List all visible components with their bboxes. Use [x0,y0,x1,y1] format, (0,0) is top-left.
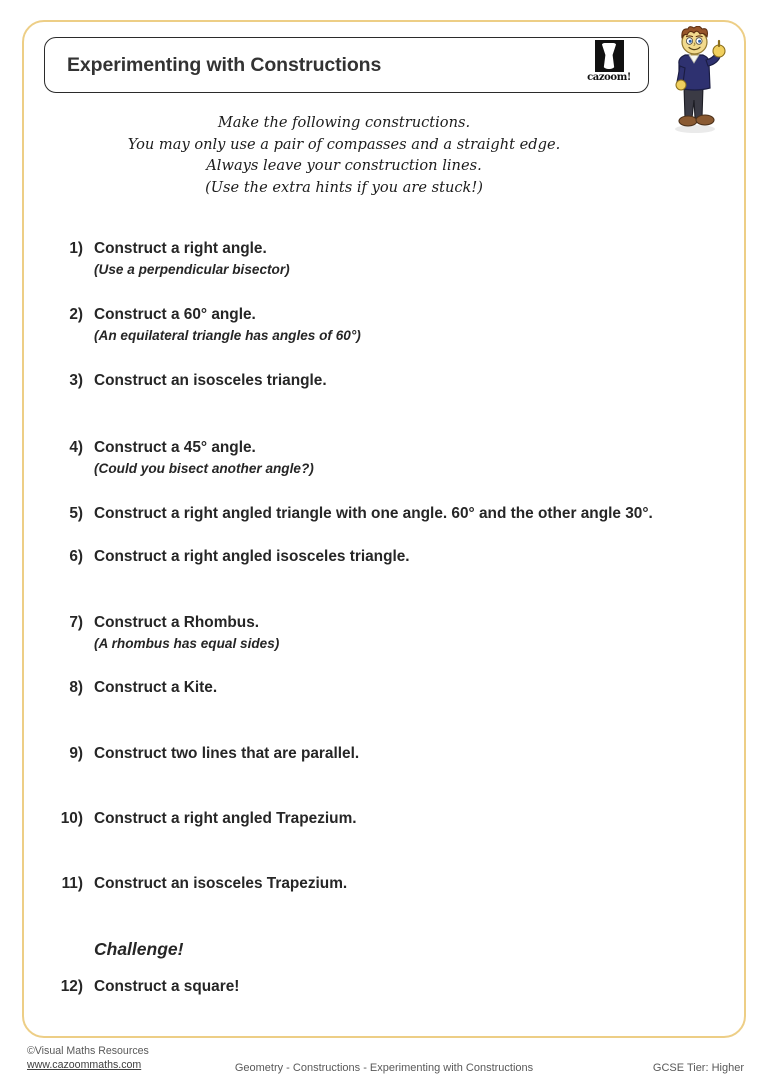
question-body [94,238,664,280]
question-row [44,976,664,997]
challenge-label: Challenge! [94,939,184,959]
question-number: 3) [69,372,83,389]
question-body [94,370,664,391]
question-hint: (Use a perpendicular bisector) [94,262,290,277]
question-row [44,546,664,567]
question-row [44,743,664,764]
challenge-heading-row [44,938,664,960]
question-text: Construct a right angled Trapezium. [94,810,357,827]
cazoommaths-link[interactable]: www.cazoommaths.com [27,1059,142,1071]
question-text: Construct a 60° angle. [94,306,256,323]
question-row [44,873,664,894]
question-text: Construct a Kite. [94,679,218,696]
question-number: 1) [69,240,83,257]
footer-tier: GCSE Tier: Higher [652,1062,744,1074]
cazoom-logo-word: cazoom! [587,72,631,83]
question-row [44,370,664,391]
page-footer [0,1044,768,1086]
question-text: Construct an isosceles Trapezium. [94,875,348,892]
question-body [94,612,664,654]
instruction-line: (Use the extra hints if you are stuck!) [205,178,483,196]
question-number: 10) [60,810,83,827]
footer-breadcrumb: Geometry - Constructions - Experimenting with Constructions [234,1062,534,1074]
question-row [44,437,664,479]
page-title: Experimenting with Constructions [67,53,382,76]
question-text: Construct a right angle. [94,240,267,257]
question-number: 9) [69,745,83,762]
question-text: Construct a 45° angle. [94,439,256,456]
question-number: 6) [69,548,83,565]
question-text: Construct a right angled triangle with one angle. 60° and the other angle 30°. [94,505,653,522]
copyright-text: ©Visual Maths Resources [27,1045,149,1057]
question-body [94,873,664,894]
question-row [44,238,664,280]
question-row [44,677,664,698]
question-number: 11) [61,875,83,892]
question-list [44,238,664,997]
question-hint: (Could you bisect another angle?) [94,461,314,476]
header-title-box [44,37,649,93]
question-body [94,437,664,479]
cazoom-hourglass-icon [595,40,624,72]
question-number: 12) [60,978,83,995]
question-number: 8) [69,679,83,696]
cazoom-logo [586,40,632,90]
question-text: Construct a Rhombus. [94,614,260,631]
instruction-line: Make the following constructions. [217,114,471,131]
instruction-line: You may only use a pair of compasses and a straight edge. [127,135,561,153]
question-text: Construct an isosceles triangle. [94,372,327,389]
question-row [44,612,664,654]
question-row [44,304,664,346]
question-body [94,743,664,764]
question-number: 4) [69,439,83,456]
question-text: Construct a right angled isosceles triangle. [94,548,410,565]
instructions-block [44,112,644,198]
question-hint: (A rhombus has equal sides) [94,636,280,651]
question-body [94,503,664,524]
question-number: 7) [69,614,83,631]
question-body [94,546,664,567]
question-row [44,503,664,524]
question-body [94,808,664,829]
boy-thumbs-up-mascot-icon [662,26,728,134]
question-number: 2) [69,306,83,323]
instruction-line: Always leave your construction lines. [206,157,482,174]
question-text: Construct a square! [94,978,240,995]
question-body [94,304,664,346]
question-body [94,976,664,997]
question-body [94,677,664,698]
question-number: 5) [69,505,83,522]
question-hint: (An equilateral triangle has angles of 60°) [94,328,361,343]
question-text: Construct two lines that are parallel. [94,745,360,762]
question-row [44,808,664,829]
